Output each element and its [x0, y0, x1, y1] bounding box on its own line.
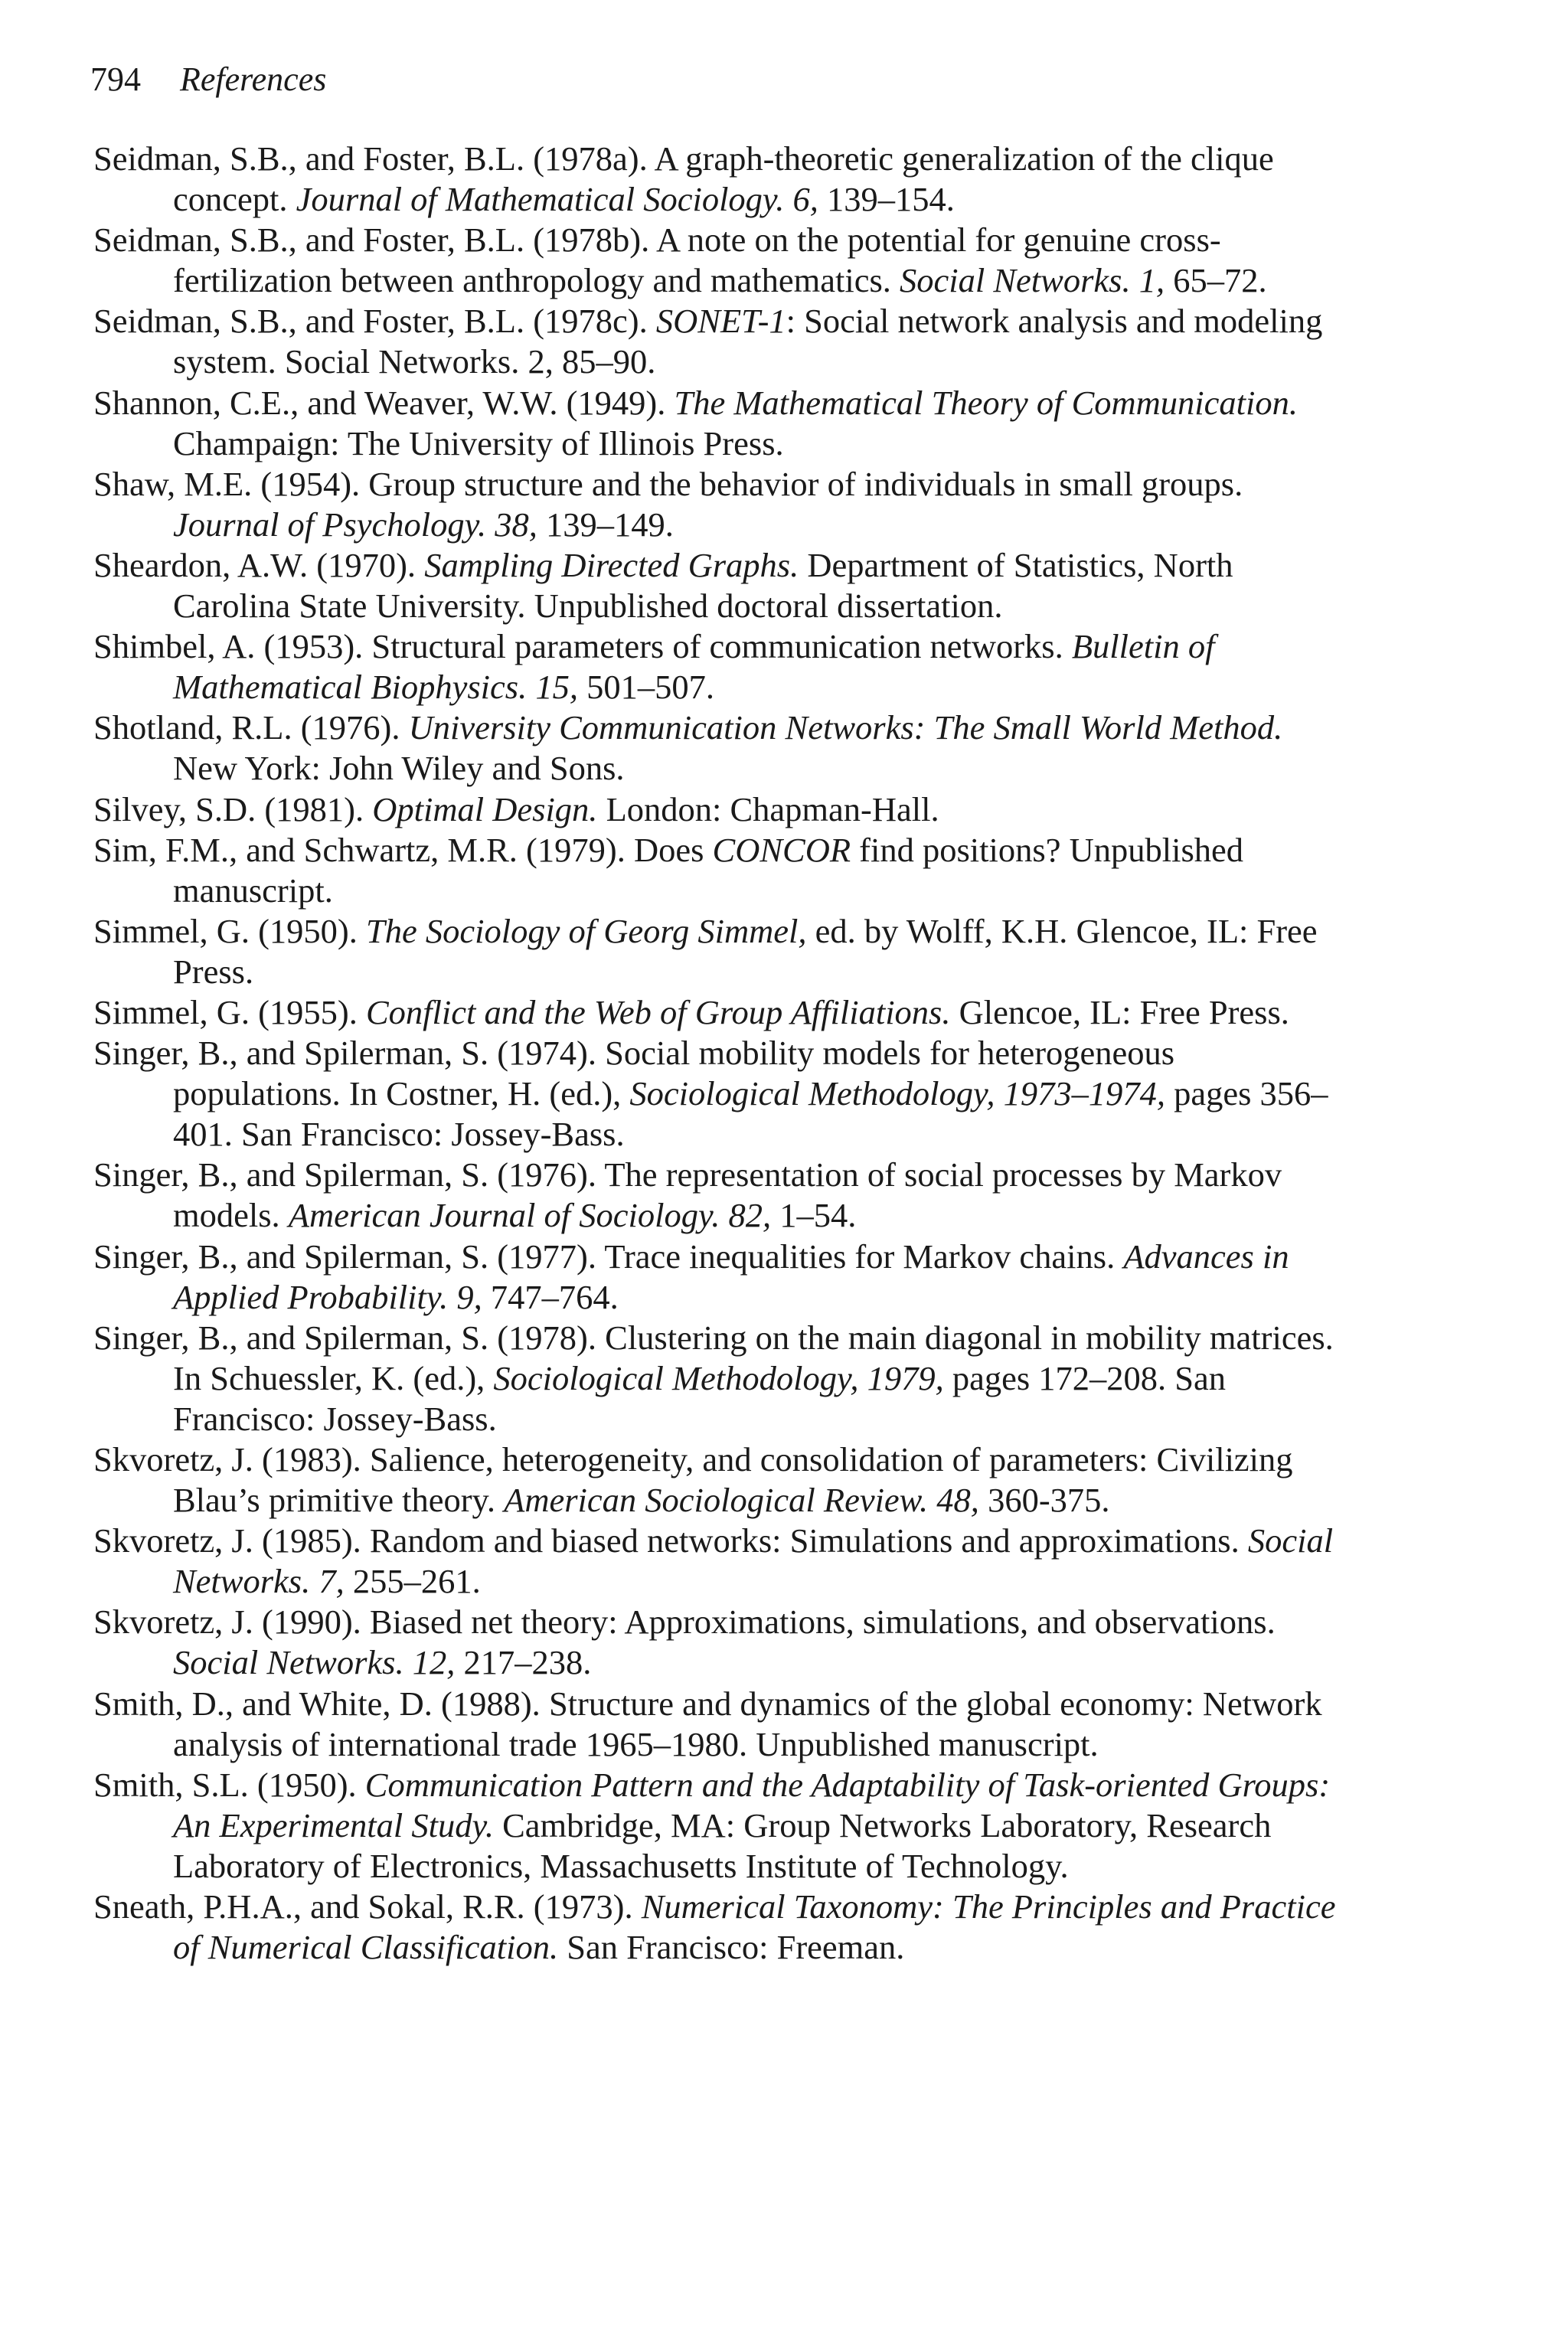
reference-author: Singer, B., and Spilerman, S. (1974). — [93, 1034, 606, 1073]
reference-title: The Mathematical Theory of Communication. — [674, 383, 1298, 422]
reference-author: Sheardon, A.W. (1970). — [93, 545, 425, 584]
reference-title: Clustering on the main diagonal in mobility matrices. In Schuessler, K. (ed.), — [173, 1318, 1334, 1397]
reference-details: Cambridge, MA: Group Networks Laboratory, Research Laboratory of Electronics, Massachusetts Institute of Technology. — [173, 1805, 1272, 1885]
reference-author: Smith, S.L. (1950). — [93, 1765, 365, 1804]
reference-title: Communication Pattern and the Adaptability of Task-oriented Groups: An Experimental Study. — [173, 1765, 1331, 1844]
reference-entry — [93, 830, 1349, 911]
reference-author: Sneath, P.H.A., and Sokal, R.R. (1973). — [93, 1887, 642, 1926]
reference-entry — [93, 1318, 1349, 1439]
reference-author: Silvey, S.D. (1981). — [93, 789, 373, 828]
reference-entry — [93, 1602, 1349, 1683]
reference-details: 747–764. — [482, 1277, 619, 1316]
reference-source: CONCOR — [712, 830, 851, 869]
reference-title: The representation of social processes by Markov models. — [173, 1155, 1282, 1235]
reference-details: London: Chapman-Hall. — [597, 789, 939, 828]
reference-title: Structure and dynamics of the global economy: Network analysis of international trade 1965–1980. Unpublished manuscript. — [173, 1684, 1322, 1763]
reference-source: Advances in Applied Probability. 9, — [173, 1237, 1289, 1316]
reference-author: Seidman, S.B., and Foster, B.L. (1978c). — [93, 302, 656, 341]
reference-entry — [93, 301, 1349, 382]
reference-title: Social mobility models for heterogeneous populations. In Costner, H. (ed.), — [173, 1034, 1175, 1113]
reference-entry — [93, 1887, 1349, 1968]
reference-author: Skvoretz, J. (1983). — [93, 1440, 370, 1478]
reference-entry — [93, 1439, 1349, 1521]
reference-author: Shotland, R.L. (1976). — [93, 708, 409, 747]
reference-details: 255–261. — [344, 1562, 481, 1601]
reference-title: Conflict and the Web of Group Affiliations. — [365, 992, 951, 1031]
reference-author: Skvoretz, J. (1990). — [93, 1603, 370, 1642]
reference-source: Sociological Methodology, 1979, — [493, 1358, 944, 1397]
reference-entry — [93, 1765, 1349, 1887]
reference-details: 139–149. — [537, 505, 674, 544]
reference-details: 501–507. — [577, 668, 714, 707]
reference-list — [93, 139, 1349, 1968]
reference-author: Simmel, G. (1950). — [93, 911, 366, 950]
reference-author: Smith, D., and White, D. (1988). — [93, 1684, 549, 1723]
reference-title: Trace inequalities for Markov chains. — [604, 1237, 1124, 1276]
reference-source: Journal of Mathematical Sociology. 6, — [296, 180, 818, 219]
page-number: 794 — [90, 60, 141, 98]
reference-author: Shaw, M.E. (1954). — [93, 464, 369, 503]
reference-entry — [93, 626, 1349, 707]
reference-source: American Journal of Sociology. 82, — [288, 1196, 772, 1235]
reference-entry — [93, 220, 1349, 301]
reference-entry — [93, 545, 1349, 626]
reference-author: Shannon, C.E., and Weaver, W.W. (1949). — [93, 383, 675, 422]
reference-details: 1–54. — [771, 1196, 857, 1235]
reference-title: Structural parameters of communication networks. — [371, 627, 1072, 666]
reference-title: Random and biased networks: Simulations and approximations. — [369, 1521, 1248, 1560]
reference-source: American Sociological Review. 48, — [504, 1481, 979, 1520]
running-title: References — [180, 60, 327, 98]
reference-details: 65–72. — [1165, 261, 1267, 300]
reference-entry — [93, 992, 1349, 1033]
reference-entry — [93, 1155, 1349, 1236]
running-head — [90, 60, 327, 98]
reference-source: Sociological Methodology, 1973–1974, — [629, 1074, 1165, 1113]
reference-entry — [93, 1237, 1349, 1318]
reference-details: 360-375. — [978, 1481, 1110, 1520]
reference-entry — [93, 383, 1349, 464]
reference-entry — [93, 1684, 1349, 1765]
reference-title: Sampling Directed Graphs. — [424, 545, 799, 584]
reference-entry — [93, 139, 1349, 220]
reference-entry — [93, 464, 1349, 545]
reference-title: A note on the potential for genuine cross-fertilization between anthropology and mathematics. — [173, 221, 1221, 300]
reference-details: New York: John Wiley and Sons. — [173, 749, 625, 788]
reference-title: Biased net theory: Approximations, simulations, and observations. — [369, 1603, 1276, 1642]
reference-source: Bulletin of Mathematical Biophysics. 15, — [173, 627, 1215, 707]
reference-details: San Francisco: Freeman. — [558, 1928, 905, 1967]
reference-details: find positions? Unpublished manuscript. — [173, 830, 1244, 910]
reference-details: pages 172–208. San Francisco: Jossey-Bass. — [173, 1358, 1227, 1438]
reference-details: pages 356–401. San Francisco: Jossey-Bass. — [173, 1074, 1328, 1154]
reference-title: University Communication Networks: The Small World Method. — [408, 708, 1283, 747]
reference-title: Does — [633, 830, 713, 869]
reference-author: Seidman, S.B., and Foster, B.L. (1978b). — [93, 221, 656, 260]
reference-author: Skvoretz, J. (1985). — [93, 1521, 370, 1560]
reference-author: Singer, B., and Spilerman, S. (1976). — [93, 1155, 605, 1194]
reference-author: Singer, B., and Spilerman, S. (1978). — [93, 1318, 606, 1357]
reference-title: Optimal Design. — [372, 789, 598, 828]
reference-title: The Sociology of Georg Simmel, — [365, 911, 807, 950]
reference-source: Social Networks. 12, — [173, 1643, 456, 1682]
reference-details: ed. by Wolff, K.H. Glencoe, IL: Free Press. — [173, 911, 1318, 991]
reference-details: Champaign: The University of Illinois Press. — [173, 423, 784, 462]
reference-source: Journal of Psychology. 38, — [173, 505, 537, 544]
reference-title: Numerical Taxonomy: The Principles and Practice of Numerical Classification. — [173, 1887, 1336, 1967]
reference-author: Seidman, S.B., and Foster, B.L. (1978a). — [93, 139, 655, 178]
reference-details: Glencoe, IL: Free Press. — [950, 992, 1289, 1031]
reference-title: Group structure and the behavior of individuals in small groups. — [368, 464, 1243, 503]
reference-entry — [93, 789, 1349, 830]
reference-entry — [93, 911, 1349, 992]
reference-title: A graph-theoretic generalization of the clique concept. — [173, 139, 1274, 219]
reference-details: Department of Statistics, North Carolina State University. Unpublished doctoral dissertation. — [173, 545, 1233, 626]
reference-author: Simmel, G. (1955). — [93, 992, 366, 1031]
reference-title: SONET-1 — [655, 302, 786, 341]
reference-details: 139–154. — [818, 180, 955, 219]
reference-details: 217–238. — [455, 1643, 592, 1682]
reference-entry — [93, 707, 1349, 789]
reference-source: Social Networks. 1, — [900, 261, 1165, 300]
reference-title: Salience, heterogeneity, and consolidation of parameters: Civilizing Blau’s primitive theory. — [173, 1440, 1293, 1520]
reference-author: Singer, B., and Spilerman, S. (1977). — [93, 1237, 605, 1276]
reference-author: Shimbel, A. (1953). — [93, 627, 372, 666]
reference-source: Social Networks. 7, — [173, 1521, 1334, 1601]
reference-entry — [93, 1521, 1349, 1602]
reference-details: : Social network analysis and modeling system. Social Networks. 2, 85–90. — [173, 302, 1323, 381]
reference-author: Sim, F.M., and Schwartz, M.R. (1979). — [93, 830, 634, 869]
reference-entry — [93, 1033, 1349, 1155]
